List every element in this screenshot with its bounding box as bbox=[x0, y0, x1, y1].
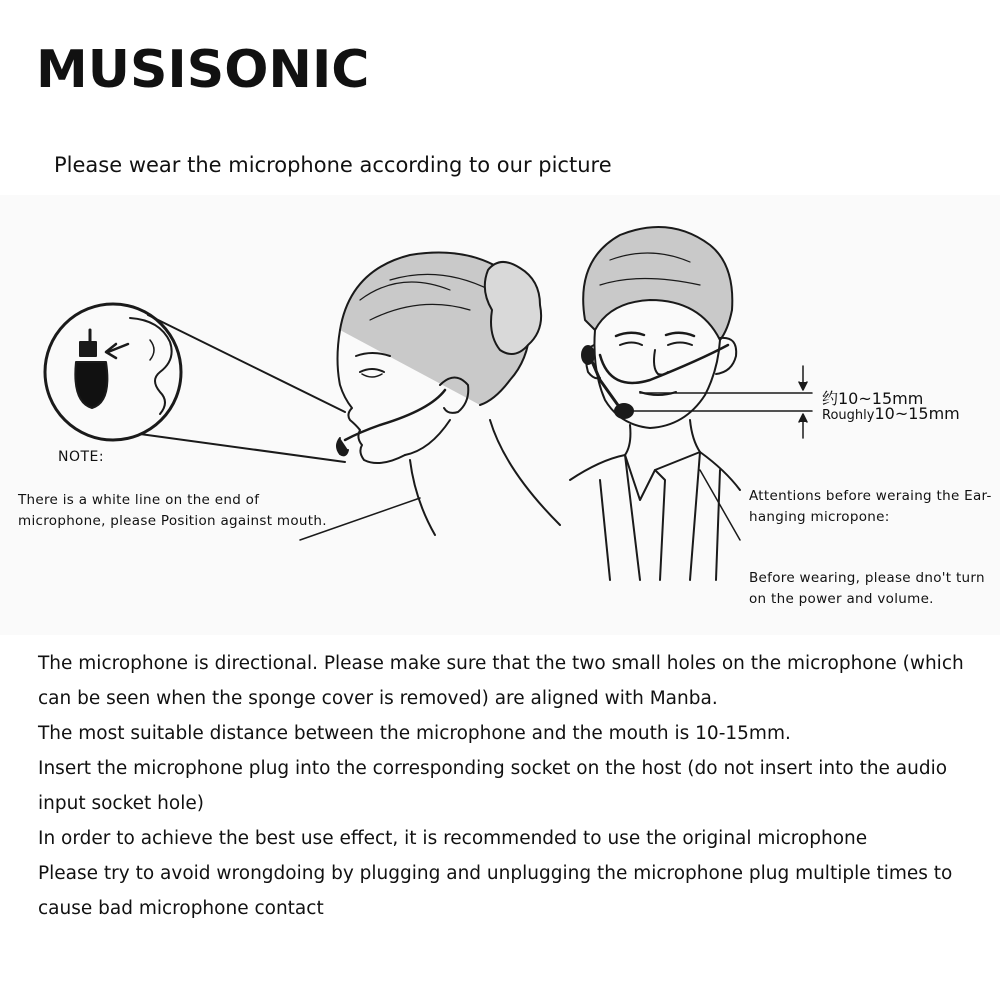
instruction-line: The most suitable distance between the microphone and the mouth is 10-15mm. bbox=[38, 723, 791, 744]
man-figure bbox=[570, 227, 740, 580]
distance-label-cn: 约10~15mm bbox=[822, 389, 924, 408]
note-label: NOTE: bbox=[58, 449, 105, 465]
distance-label-en bbox=[822, 404, 960, 423]
before-wearing-text: Before wearing, please dno't turn on the power and volume. bbox=[749, 570, 985, 607]
instruction-line: Please try to avoid wrongdoing by plugging and unplugging the microphone plug multiple times to cause bad microphone contact bbox=[38, 863, 953, 919]
mic-closeup-icon bbox=[75, 318, 171, 414]
instruction-line: In order to achieve the best use effect, it is recommended to use the original microphone bbox=[38, 828, 868, 849]
attention-text: Attentions before weraing the Ear-hanging micropone: bbox=[749, 488, 992, 525]
note-text: There is a white line on the end of microphone, please Position against mouth. bbox=[18, 492, 327, 529]
brand-title: MUSISONIC bbox=[36, 40, 370, 100]
instructions-body bbox=[38, 646, 978, 926]
instruction-line: Insert the microphone plug into the corresponding socket on the host (do not insert into the audio input socket hole) bbox=[38, 758, 948, 814]
instruction-line: The microphone is directional. Please make sure that the two small holes on the microphone (which can be seen when the sponge cover is removed) are aligned with Manba. bbox=[38, 653, 964, 709]
distance-value: 10~15mm bbox=[874, 404, 960, 423]
distance-prefix: Roughly bbox=[822, 408, 875, 423]
woman-figure bbox=[337, 253, 560, 536]
wear-instruction: Please wear the microphone according to our picture bbox=[54, 153, 612, 177]
